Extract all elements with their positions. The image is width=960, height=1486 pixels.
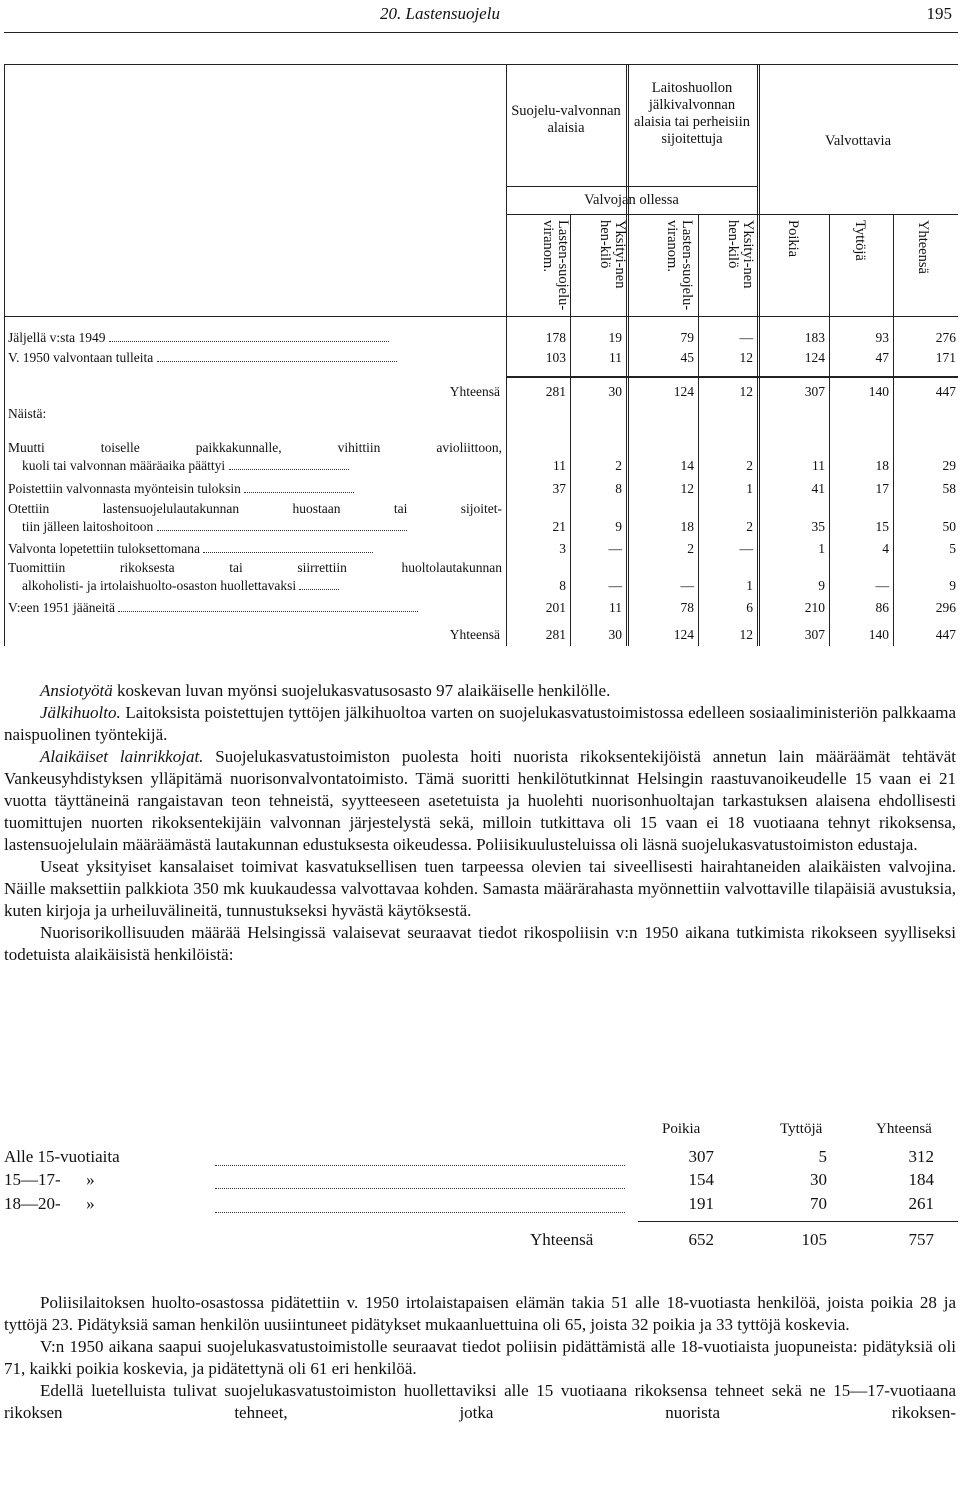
table-cell: 171 (935, 350, 956, 365)
table-left-rule (4, 64, 5, 646)
row-label: Otettiin lastensuojelulautakunnan huostaan tai sijoitet- (8, 501, 502, 516)
table-cell: 50 (942, 519, 956, 534)
table-cell: — (739, 541, 753, 556)
table-cell: 5 (949, 541, 956, 556)
subheader-col5: Poikia (785, 220, 801, 258)
row-label: Tuomittiin rikoksesta tai siirrettiin huoltolautakunnan (8, 560, 502, 575)
subheader-col3: Lasten-suojelu-viranom. (664, 220, 695, 311)
row-label: V:een 1951 jääneitä (8, 600, 502, 616)
table-cell: 18 (875, 458, 889, 473)
header-rule (4, 32, 958, 33)
row-label: Valvonta lopetettiin tuloksettomana (8, 541, 502, 557)
table-cell: 58 (942, 481, 956, 496)
header-supervised: Suojelu-valvonnan alaisia (511, 103, 621, 136)
table-cell: 18 (680, 519, 694, 534)
row-label: 15—17- » (4, 1170, 95, 1189)
row-label: Alle 15-vuotiaita (4, 1147, 120, 1166)
table-cell: 21 (552, 519, 566, 534)
paragraph: Useat yksityiset kansalaiset toimivat kasvatuksellisen tuen tarpeessa olevien tai siveellisesti hairahtaneiden alaikäisten valvojina. Näille maksettiin palkkiota 350 mk kuukaudessa valvottavaa kohden. Samasta määrärahasta myönnettiin valvottaville tilapäisiä avustuksia, kuten kirjoja ja urheiluvälineitä, tunnustukseksi hyvästä käytöksestä. (4, 857, 956, 920)
table-cell: 307 (804, 627, 825, 642)
table-cell: 103 (545, 350, 566, 365)
stub-rule (506, 64, 507, 646)
table-top-rule (4, 64, 958, 65)
table-cell: 1 (746, 481, 753, 496)
table-cell: 11 (609, 600, 622, 615)
table-cell: 41 (811, 481, 825, 496)
subheader-col4: Yksityi-nen hen-kilö (725, 220, 756, 289)
subheader-col2: Yksityi-nen hen-kilö (597, 220, 628, 289)
row-label: tiin jälleen laitoshoitoon (22, 519, 502, 535)
table-cell: 11 (553, 458, 566, 473)
table-cell: 9 (949, 578, 956, 593)
table-cell: — (739, 330, 753, 345)
paragraph: Ansiotyötä koskevan luvan myönsi suojelukasvatusosasto 97 alaikäiselle henkilölle. (40, 681, 611, 700)
header-guardian-present: Valvojan ollessa (584, 192, 679, 208)
table-cell: 93 (875, 330, 889, 345)
table-cell: 757 (908, 1230, 934, 1249)
paragraph: Edellä luetelluista tulivat suojelukasvatustoimiston huollettaviksi alle 15 vuotiaana rikoksensa tehneet sekä ne 15—17-vuotiaana rikoksen tehneet, jotka nuorista rikoksen- (4, 1381, 956, 1422)
table-cell: 78 (680, 600, 694, 615)
col-header: Yhteensä (876, 1121, 932, 1137)
group-rule (506, 214, 958, 215)
col-header: Poikia (662, 1121, 701, 1137)
table-cell: 281 (545, 384, 566, 399)
table-cell: 178 (545, 330, 566, 345)
table-cell: 11 (812, 458, 825, 473)
table-cell: 307 (804, 384, 825, 399)
table-cell: — (875, 578, 889, 593)
table-cell: 154 (688, 1170, 714, 1189)
table-cell: 14 (680, 458, 694, 473)
table-cell: 70 (810, 1194, 827, 1213)
paragraph: V:n 1950 aikana saapui suojelukasvatustoimistolle seuraavat tiedot poliisin pidättämistä alle 18-vuotiaista juopuneista: pidätyksiä oli 71, kaikki poikia koskevia, ja pidätettynä oli 61 eri henkilöä. (4, 1337, 956, 1378)
table-cell: 29 (942, 458, 956, 473)
table-cell: 79 (680, 330, 694, 345)
total-label: Yhteensä (449, 627, 500, 642)
table-cell: 184 (908, 1170, 934, 1189)
page-number: 195 (926, 4, 952, 23)
paragraph: Jälkihuolto. Laitoksista poistettujen tyttöjen jälkihuoltoa varten on suojelukasvatustoimistossa edelleen sosiaaliministeriön palkkaama naispuolinen työntekijä. (4, 703, 956, 744)
sum-rule (638, 1221, 958, 1222)
table-cell: 2 (687, 541, 694, 556)
table-cell: 124 (804, 350, 825, 365)
paragraph: Alaikäiset lainrikkojat. Suojelukasvatustoimiston puolesta hoiti nuorista rikoksentekijöistä annetun lain määräämät tehtävät Vankeusyhdistyksen ylläpitämä nuorisonvalvontatoimisto. Tämä suoritti henkilötutkinnat Helsingin raastuvanoikeudelle 15 vaan ei 21 vuotta täyttäneinä rangaistavan teon tehneistä, syytteeseen asetetuista ja huolehti nuorisonhuoltajan tarkastuksen alaisena ehdollisesti tuomittujen nuorten rikoksentekijäin valvonnan järjestelystä sekä, milloin tutkittava oli 15 vaan ei 18 vuotiaana tehnyt rikoksensa, lastensuojelulain määräämästä lautakunnan edustuksesta oikeudessa. Poliisikuulusteluissa oli läsnä suojelukasvatustoimiston edustaja. (4, 747, 956, 854)
table-cell: 307 (688, 1147, 714, 1166)
table-cell: 2 (615, 458, 622, 473)
subheader-col1: Lasten-suojelu-viranom. (540, 220, 571, 311)
leader-dots (215, 1173, 625, 1189)
table-cell: 12 (739, 384, 753, 399)
table-cell: 19 (608, 330, 622, 345)
table-cell: 45 (680, 350, 694, 365)
total-label: Yhteensä (530, 1230, 594, 1249)
leader-dots (215, 1150, 625, 1166)
table-cell: 37 (552, 481, 566, 496)
table-cell: 9 (818, 578, 825, 593)
table-cell: 9 (615, 519, 622, 534)
table-cell: — (608, 541, 622, 556)
table-cell: 124 (673, 384, 694, 399)
table-cell: 652 (688, 1230, 714, 1249)
table-cell: 6 (746, 600, 753, 615)
header-guardians: Valvottavia (824, 133, 892, 149)
table-cell: 201 (545, 600, 566, 615)
table-cell: 2 (746, 519, 753, 534)
sum-rule (506, 376, 958, 378)
header-aftercare: Laitoshuollon jälkivalvonnan alaisia tai perheisiin sijoitettuja (634, 80, 750, 147)
header-bottom-rule (4, 316, 958, 317)
row-label: Muutti toiselle paikkakunnalle, vihittiin avioliittoon, (8, 440, 502, 455)
table-cell: 191 (688, 1194, 714, 1213)
table-cell: 447 (935, 627, 956, 642)
subheader-col7: Yhteensä (915, 220, 931, 274)
table-cell: — (608, 578, 622, 593)
table-cell: — (680, 578, 694, 593)
col-rule (893, 214, 894, 646)
row-label: 18—20- » (4, 1194, 95, 1213)
table-cell: 312 (908, 1147, 934, 1166)
table-cell: 30 (608, 384, 622, 399)
table-cell: 276 (935, 330, 956, 345)
row-label: V. 1950 valvontaan tulleita (8, 350, 502, 366)
table-cell: 12 (739, 627, 753, 642)
col-rule (829, 214, 830, 646)
table-cell: 11 (609, 350, 622, 365)
body-text (4, 680, 956, 966)
row-label: Jäljellä v:sta 1949 (8, 330, 502, 346)
table-cell: 124 (673, 627, 694, 642)
table-cell: 281 (545, 627, 566, 642)
table-cell: 210 (804, 600, 825, 615)
table-cell: 86 (875, 600, 889, 615)
table-cell: 140 (868, 384, 889, 399)
table-cell: 4 (882, 541, 889, 556)
table-cell: 15 (875, 519, 889, 534)
body-text-2 (4, 1292, 956, 1424)
row-label: Poistettiin valvonnasta myönteisin tuloksin (8, 481, 502, 497)
row-label: kuoli tai valvonnan määräaika päättyi (22, 458, 502, 474)
table-cell: 447 (935, 384, 956, 399)
col-rule (757, 64, 760, 646)
table-cell: 12 (739, 350, 753, 365)
table-cell: 2 (746, 458, 753, 473)
table-cell: 8 (615, 481, 622, 496)
total-label: Yhteensä (449, 384, 500, 399)
table-cell: 30 (608, 627, 622, 642)
subheader-col6: Tyttöjä (852, 220, 868, 261)
table-cell: 105 (801, 1230, 827, 1249)
running-title: 20. Lastensuojelu (380, 4, 500, 23)
table-cell: 35 (811, 519, 825, 534)
table-cell: 3 (559, 541, 566, 556)
leader-dots (215, 1197, 625, 1213)
col-header: Tyttöjä (780, 1121, 823, 1137)
paragraph: Poliisilaitoksen huolto-osastossa pidätettiin v. 1950 irtolaistapaisen elämän takia 51 alle 18-vuotiasta henkilöä, joista poikia 28 ja tyttöjä 23. Pidätyksiä saman henkilön uusiintuneet pidätykset mukaanluettuina oli 65, joista 32 poikia ja 33 tyttöjä koskevia. (4, 1293, 956, 1334)
col-rule (626, 64, 629, 646)
table-cell: 1 (818, 541, 825, 556)
col-rule (698, 214, 699, 646)
table-cell: 5 (818, 1147, 827, 1166)
table-cell: 261 (908, 1194, 934, 1213)
group-rule (506, 186, 757, 187)
paragraph: Nuorisorikollisuuden määrää Helsingissä valaisevat seuraavat tiedot rikospoliisin v:n 1950 aikana tutkimista rikokseen syylliseksi todetuista alaikäisistä henkilöistä: (4, 923, 956, 964)
table-cell: 47 (875, 350, 889, 365)
section-label: Näistä: (8, 406, 47, 421)
table-cell: 1 (746, 578, 753, 593)
table-cell: 17 (875, 481, 889, 496)
table-cell: 30 (810, 1170, 827, 1189)
table-cell: 140 (868, 627, 889, 642)
table-cell: 183 (804, 330, 825, 345)
table-cell: 12 (680, 481, 694, 496)
table-cell: 296 (935, 600, 956, 615)
row-label: alkoholisti- ja irtolaishuolto-osaston huollettavaksi (22, 578, 502, 594)
table-cell: 8 (559, 578, 566, 593)
